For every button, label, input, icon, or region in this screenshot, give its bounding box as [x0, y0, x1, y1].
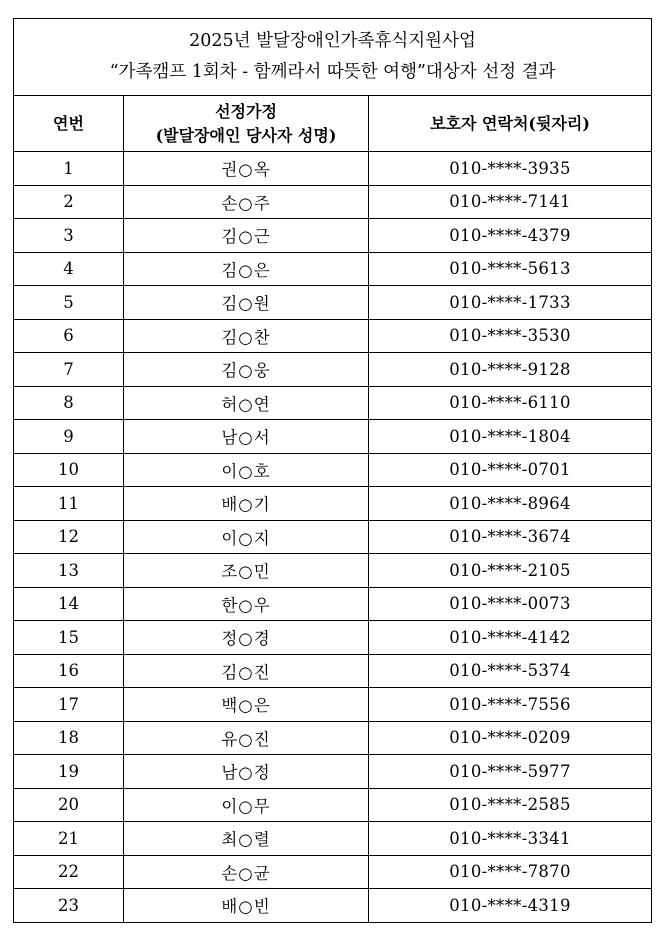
table-row [14, 688, 652, 722]
row-number: 11 [14, 487, 124, 521]
table-row [14, 587, 652, 621]
header-no: 연번 [14, 96, 124, 152]
header-family-line-1: 선정가정 [215, 101, 277, 121]
table-row [14, 453, 652, 487]
guardian-phone: 010-****-6110 [369, 386, 652, 420]
guardian-phone: 010-****-7141 [369, 185, 652, 219]
guardian-phone: 010-****-2585 [369, 788, 652, 822]
table-row [14, 252, 652, 286]
guardian-phone: 010-****-0209 [369, 721, 652, 755]
table-row [14, 554, 652, 588]
guardian-phone: 010-****-0701 [369, 453, 652, 487]
guardian-phone: 010-****-4379 [369, 219, 652, 253]
row-number: 9 [14, 420, 124, 454]
table-row [14, 788, 652, 822]
guardian-phone: 010-****-3530 [369, 319, 652, 353]
guardian-phone: 010-****-7870 [369, 855, 652, 889]
guardian-phone: 010-****-2105 [369, 554, 652, 588]
family-name: 배○기 [124, 487, 369, 521]
row-number: 4 [14, 252, 124, 286]
guardian-phone: 010-****-8964 [369, 487, 652, 521]
row-number: 12 [14, 520, 124, 554]
table-row [14, 621, 652, 655]
row-number: 3 [14, 219, 124, 253]
row-number: 6 [14, 319, 124, 353]
family-name: 남○서 [124, 420, 369, 454]
table-row [14, 755, 652, 789]
family-name: 손○균 [124, 855, 369, 889]
family-name: 김○진 [124, 654, 369, 688]
row-number: 20 [14, 788, 124, 822]
guardian-phone: 010-****-7556 [369, 688, 652, 722]
header-family [124, 96, 369, 152]
table-row [14, 520, 652, 554]
table-row [14, 152, 652, 186]
guardian-phone: 010-****-5613 [369, 252, 652, 286]
family-name: 배○빈 [124, 889, 369, 923]
table-row [14, 721, 652, 755]
document-title [14, 19, 652, 96]
table-row [14, 654, 652, 688]
title-line-1: 2025년 발달장애인가족휴식지원사업 [189, 31, 476, 51]
family-name: 백○은 [124, 688, 369, 722]
row-number: 14 [14, 587, 124, 621]
row-number: 7 [14, 353, 124, 387]
row-number: 5 [14, 286, 124, 320]
row-number: 16 [14, 654, 124, 688]
selection-result-table [13, 18, 652, 923]
family-name: 김○찬 [124, 319, 369, 353]
row-number: 18 [14, 721, 124, 755]
guardian-phone: 010-****-9128 [369, 353, 652, 387]
guardian-phone: 010-****-3935 [369, 152, 652, 186]
guardian-phone: 010-****-0073 [369, 587, 652, 621]
row-number: 22 [14, 855, 124, 889]
family-name: 권○옥 [124, 152, 369, 186]
family-name: 김○웅 [124, 353, 369, 387]
header-phone: 보호자 연락처(뒷자리) [369, 96, 652, 152]
family-name: 이○호 [124, 453, 369, 487]
title-line-2: “가족캠프 1회차 - 함께라서 따뜻한 여행”대상자 선정 결과 [109, 62, 556, 82]
row-number: 19 [14, 755, 124, 789]
row-number: 15 [14, 621, 124, 655]
table-row [14, 185, 652, 219]
family-name: 손○주 [124, 185, 369, 219]
guardian-phone: 010-****-5374 [369, 654, 652, 688]
row-number: 13 [14, 554, 124, 588]
family-name: 김○근 [124, 219, 369, 253]
header-family-line-2: (발달장애인 당사자 성명) [155, 125, 337, 145]
row-number: 8 [14, 386, 124, 420]
row-number: 21 [14, 822, 124, 856]
family-name: 남○정 [124, 755, 369, 789]
family-name: 김○원 [124, 286, 369, 320]
title-row [14, 19, 652, 96]
family-name: 조○민 [124, 554, 369, 588]
table-row [14, 420, 652, 454]
table-row [14, 889, 652, 923]
guardian-phone: 010-****-5977 [369, 755, 652, 789]
table-row [14, 855, 652, 889]
guardian-phone: 010-****-1804 [369, 420, 652, 454]
family-name: 허○연 [124, 386, 369, 420]
row-number: 10 [14, 453, 124, 487]
row-number: 23 [14, 889, 124, 923]
row-number: 17 [14, 688, 124, 722]
guardian-phone: 010-****-1733 [369, 286, 652, 320]
guardian-phone: 010-****-3341 [369, 822, 652, 856]
table-row [14, 822, 652, 856]
table-row [14, 286, 652, 320]
family-name: 이○무 [124, 788, 369, 822]
guardian-phone: 010-****-4142 [369, 621, 652, 655]
family-name: 김○은 [124, 252, 369, 286]
family-name: 정○경 [124, 621, 369, 655]
table-row [14, 353, 652, 387]
table-row [14, 319, 652, 353]
table-row [14, 386, 652, 420]
family-name: 최○렬 [124, 822, 369, 856]
family-name: 이○지 [124, 520, 369, 554]
family-name: 한○우 [124, 587, 369, 621]
guardian-phone: 010-****-4319 [369, 889, 652, 923]
table-row [14, 487, 652, 521]
row-number: 2 [14, 185, 124, 219]
table-row [14, 219, 652, 253]
row-number: 1 [14, 152, 124, 186]
guardian-phone: 010-****-3674 [369, 520, 652, 554]
header-row [14, 96, 652, 152]
table-body [14, 152, 652, 923]
family-name: 유○진 [124, 721, 369, 755]
